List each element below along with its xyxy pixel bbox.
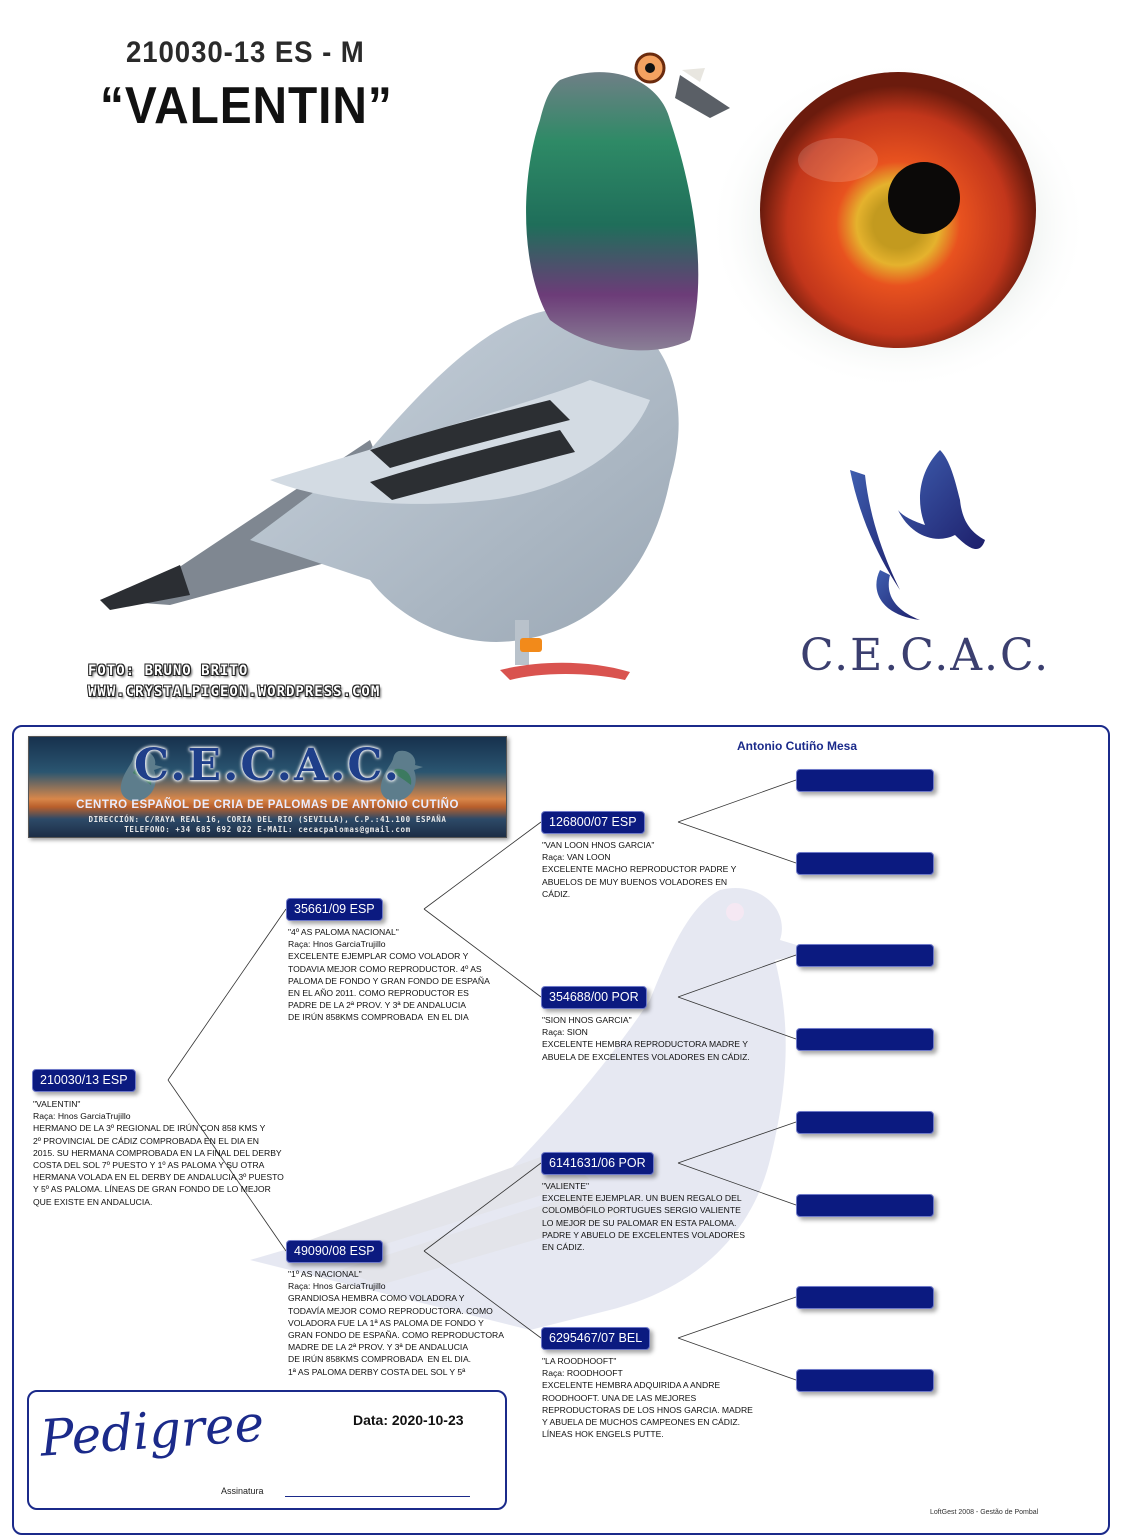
- pedigree-script-title: Pedigree: [38, 1394, 266, 1468]
- dam-dam-info: "LA ROODHOOFT" Raça: ROODHOOFT EXCELENTE HEMBRA ADQUIRIDA A ANDRE ROODHOOFT. UNA DE LAS MEJORES REPRODUCTORAS DE LOS HNOS GARCIA. MADRE Y ABUELA DE MUCHOS CAMPEONES EN CÁDIZ. LÍNEAS HOK ENGELS PUTTE.: [542, 1356, 753, 1440]
- sire-sire-ring-node[interactable]: 126800/07 ESP: [541, 811, 645, 834]
- sire-dam-info: "SION HNOS GARCIA" Raça: SION EXCELENTE HEMBRA REPRODUCTORA MADRE Y ABUELA DE EXCELENTES VOLADORES EN CÁDIZ.: [542, 1015, 750, 1062]
- sire-info: "4º AS PALOMA NACIONAL" Raça: Hnos GarciaTrujillo EXCELENTE EJEMPLAR COMO VOLADOR Y TODAVIA MEJOR COMO REPRODUCTOR. 4º AS PALOMA DE FONDO Y GRAN FONDO DE ESPAÑA EN EL AÑO 2011. COMO REPRODUCTOR ES PADRE DE LA 2ª PROV. Y 3ª DE ANDALUCIA DE IRÚN 858KMS COMPROBADA EN EL DIA: [288, 927, 490, 1023]
- banner-title: C.E.C.A.C.: [133, 740, 401, 791]
- software-credit: LoftGest 2008 - Gestão de Pombal: [930, 1509, 1039, 1516]
- signature-label: Assinatura: [221, 1486, 264, 1496]
- banner-contact: TELEFONO: +34 685 692 022 E-MAIL: cecacpalomas@gmail.com: [124, 825, 411, 834]
- ancestor-slot-empty[interactable]: [796, 1286, 934, 1309]
- sire-sire-info: "VAN LOON HNOS GARCIA" Raça: VAN LOON EXCELENTE MACHO REPRODUCTOR PADRE Y ABUELOS DE MUY BUENOS VOLADORES EN CÁDIZ.: [542, 840, 737, 899]
- dam-info: "1º AS NACIONAL" Raça: Hnos GarciaTrujillo GRANDIOSA HEMBRA COMO VOLADORA Y TODAVÍA MEJOR COMO REPRODUCTORA. COMO VOLADORA FUE LA 1ª AS PALOMA DE FONDO Y GRAN FONDO DE ESPAÑA. COMO REPRODUCTORA MADRE DE LA 2ª PROV. Y 3ª DE ANDALUCIA DE IRÚN 858KMS COMPROBADA EN EL DIA. 1ª AS PALOMA DERBY COSTA DEL SOL Y 5ª: [288, 1269, 504, 1377]
- ancestor-slot-empty[interactable]: [796, 944, 934, 967]
- ancestor-slot-empty[interactable]: [796, 852, 934, 875]
- ancestor-slot-empty[interactable]: [796, 1111, 934, 1134]
- ancestor-slot-empty[interactable]: [796, 1028, 934, 1051]
- breeder-name: Antonio Cutiño Mesa: [737, 739, 857, 753]
- dam-ring-node[interactable]: 49090/08 ESP: [286, 1240, 383, 1263]
- dam-sire-ring-node[interactable]: 6141631/06 POR: [541, 1152, 654, 1175]
- pigeon-name-title: “VALENTIN”: [100, 77, 393, 135]
- photographer-name: BRUNO BRITO: [144, 663, 249, 679]
- dam-dam-ring-node[interactable]: 6295467/07 BEL: [541, 1327, 650, 1350]
- ring-number-title: 210030-13 ES - M: [126, 36, 365, 69]
- cecac-banner: [28, 736, 507, 838]
- banner-subtitle: CENTRO ESPAÑOL DE CRIA DE PALOMAS DE ANTONIO CUTIÑO: [76, 799, 459, 811]
- dam-sire-info: "VALIENTE" EXCELENTE EJEMPLAR. UN BUEN REGALO DEL COLOMBÓFILO PORTUGUES SERGIO VALIENTE LO MEJOR DE SU PALOMAR EN ESTA PALOMA. PADRE Y ABUELO DE EXCELENTES VOLADORES EN CÁDIZ.: [542, 1181, 745, 1253]
- ancestor-slot-empty[interactable]: [796, 769, 934, 792]
- banner-address: DIRECCIÓN: C/RAYA REAL 16, CORIA DEL RIO (SEVILLA), C.P.:41.100 ESPAÑA: [88, 815, 447, 824]
- ancestor-slot-empty[interactable]: [796, 1369, 934, 1392]
- print-date: Data: 2020-10-23: [353, 1412, 464, 1428]
- photo-label: FOTO:: [88, 663, 136, 679]
- subject-info: "VALENTIN" Raça: Hnos GarciaTrujillo HERMANO DE LA 3º REGIONAL DE IRÚN CON 858 KMS Y 2º PROVINCIAL DE CÁDIZ COMPROBADA EN EL DIA EN 2015. SU HERMANA COMPROBADA EN LA FINAL DEL DERBY COSTA DEL SOL 7º PUESTO Y 1º AS PALOMA Y SU OTRA HERMANA VOLADA EN EL DERBY DE ANDALUCIA 3º PUESTO Y 5º AS PALOMA. LÍNEAS DE GRAN FONDO DE LO MEJOR QUE EXISTE EN ANDALUCIA.: [33, 1099, 284, 1207]
- signature-line[interactable]: [285, 1496, 470, 1497]
- sire-dam-ring-node[interactable]: 354688/00 POR: [541, 986, 647, 1009]
- cecac-logo-text: C.E.C.A.C.: [800, 630, 1051, 681]
- ancestor-slot-empty[interactable]: [796, 1194, 934, 1217]
- subject-ring-node[interactable]: 210030/13 ESP: [32, 1069, 136, 1092]
- sire-ring-node[interactable]: 35661/09 ESP: [286, 898, 383, 921]
- photographer-website[interactable]: WWW.CRYSTALPIGEON.WORDPRESS.COM: [88, 684, 381, 700]
